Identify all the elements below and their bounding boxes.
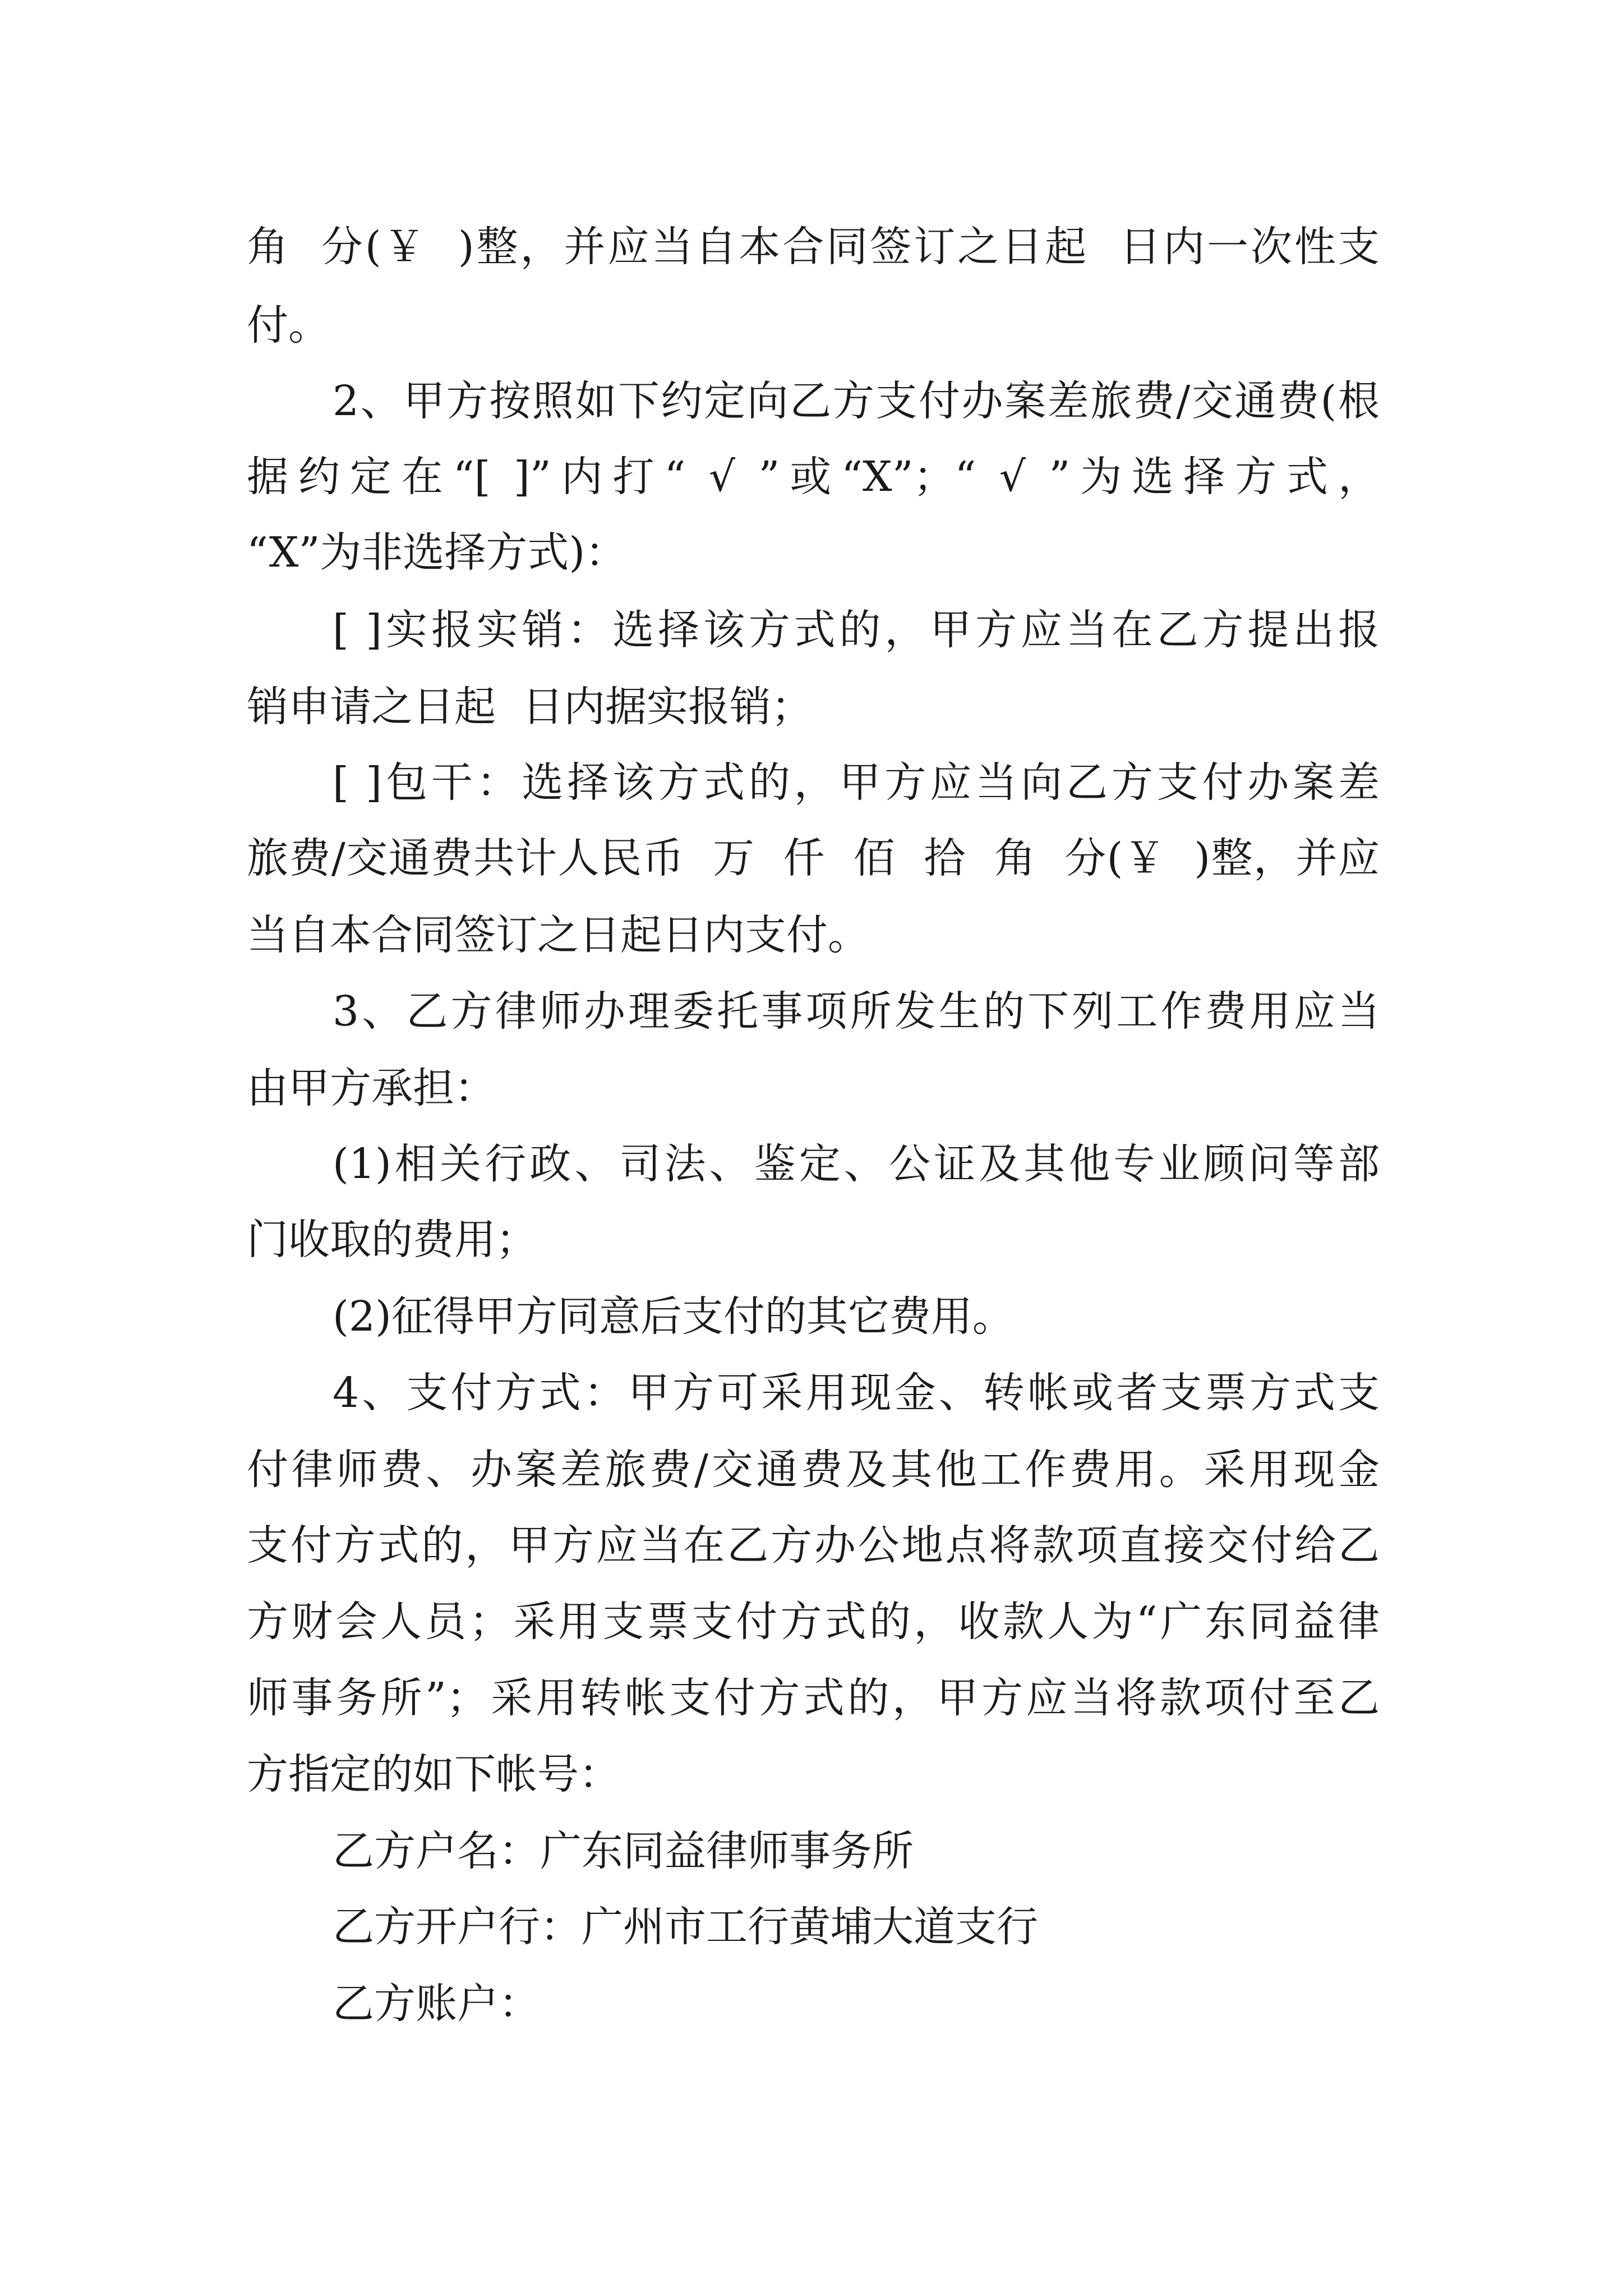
text-line: 付。 bbox=[247, 301, 330, 349]
text-line: 销申请之日起 日内据实报销； bbox=[247, 683, 813, 731]
text-line: 门收取的费用； bbox=[247, 1216, 537, 1264]
text-line: 角 分(￥ )整，并应当自本合同签订之日起 日内一次性支 bbox=[247, 223, 1380, 271]
text-line: [ ]包干：选择该方式的，甲方应当向乙方支付办案差 bbox=[333, 758, 1380, 807]
text-line: [ ]实报实销：选择该方式的，甲方应当在乙方提出报 bbox=[333, 606, 1380, 654]
text-line: 乙方户名：广东同益律师事务所 bbox=[333, 1827, 914, 1875]
text-line: 支付方式的，甲方应当在乙方办公地点将款项直接交付给乙 bbox=[247, 1521, 1380, 1570]
text-line: 当自本合同签订之日起日内支付。 bbox=[247, 911, 869, 959]
text-line: “X”为非选择方式)： bbox=[247, 528, 627, 577]
text-line: 师事务所”；采用转帐支付方式的，甲方应当将款项付至乙 bbox=[247, 1674, 1380, 1722]
text-line: 方财会人员；采用支票支付方式的，收款人为“广东同益律 bbox=[247, 1598, 1380, 1646]
text-line: 乙方账户： bbox=[333, 1980, 540, 2028]
text-line: 乙方开户行：广州市工行黄埔大道支行 bbox=[333, 1903, 1038, 1951]
text-line: 方指定的如下帐号： bbox=[247, 1750, 620, 1798]
text-line: 付律师费、办案差旅费/交通费及其他工作费用。采用现金 bbox=[247, 1446, 1380, 1494]
text-line: 3、乙方律师办理委托事项所发生的下列工作费用应当 bbox=[333, 987, 1380, 1036]
text-line: (1)相关行政、司法、鉴定、公证及其他专业顾问等部 bbox=[333, 1140, 1380, 1188]
text-line: 由甲方承担： bbox=[247, 1064, 496, 1112]
text-line: (2)征得甲方同意后支付的其它费用。 bbox=[333, 1292, 1014, 1341]
text-line: 旅费/交通费共计人民币 万 仟 佰 拾 角 分(￥ )整，并应 bbox=[247, 834, 1380, 882]
text-line: 4、支付方式：甲方可采用现金、转帐或者支票方式支 bbox=[333, 1369, 1380, 1417]
text-line: 2、甲方按照如下约定向乙方支付办案差旅费/交通费(根 bbox=[333, 377, 1380, 425]
text-line: 据约定在“[ ]”内打“ √ ”或“X”；“ √ ”为选择方式， bbox=[247, 453, 1380, 501]
